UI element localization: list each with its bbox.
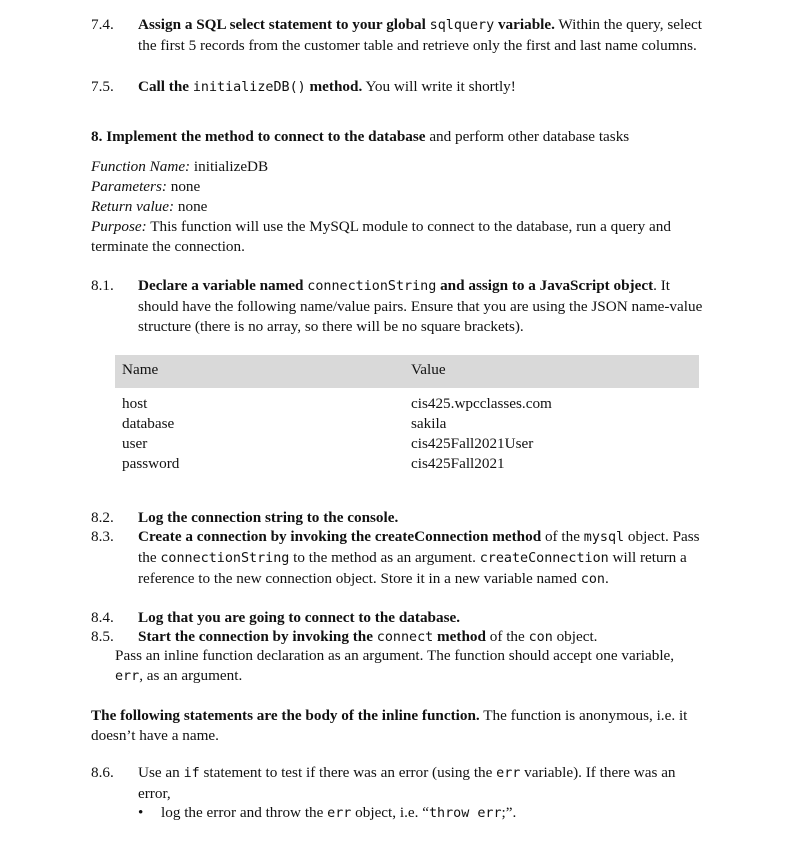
step-bold: Assign a SQL select statement to your global [138,16,430,33]
step-8-1 [91,276,711,337]
step-number: 8.4. [91,609,114,626]
step-bold: variable. [494,16,555,33]
step-rest: . It should have the following name/value pairs. Ensure that you are using the JSON name-value structure (there is no array, so there will be no square brackets). [138,277,703,335]
cell-value: cis425Fall2021User [411,435,534,452]
step-rest: variable). If there was an error, [138,764,676,802]
table-row [115,454,699,474]
step-bold: Create a connection by invoking the createConnection method [138,528,542,545]
step-8-3 [91,527,711,590]
table-row [115,394,699,414]
step-rest: will return a reference to the new connection object. Store it in a new variable named [138,549,687,587]
code-err: err [115,669,140,684]
step-number: 7.5. [91,78,114,95]
step-rest: object. [552,628,598,645]
step-text [138,508,711,528]
step-bold: Log that you are going to connect to the database. [138,609,461,626]
step-number: 8.3. [91,528,114,545]
code-throw-err: throw err [428,806,502,821]
step-rest: Pass an inline function declaration as an argument. The function should accept one variable, [115,647,675,664]
step-text [138,608,711,628]
bullet-icon: • [138,804,144,821]
bullet-rest: ;”. [501,804,517,821]
step-rest: . [604,570,609,587]
code-err: err [327,806,352,821]
heading-rest: and perform other database tasks [425,128,630,145]
header-value: Value [411,361,446,378]
table-row [115,434,699,454]
note-bold: The following statements are the body of the inline function. [91,707,480,724]
step-8-5 [91,627,711,648]
note-rest: The function is anonymous, i.e. it doesn’t have a name. [91,707,688,744]
step-rest: Use an [138,764,184,781]
cell-name: host [122,395,148,412]
step-text [138,77,711,98]
step-text [138,527,711,590]
code-sqlquery: sqlquery [429,18,495,33]
step-rest: statement to test if there was an error (using the [199,764,497,781]
code-err: err [496,766,521,781]
code-con: con [528,630,553,645]
bullet-rest: object, i.e. “ [351,804,429,821]
step-text [138,15,711,56]
step-bold: Call the [138,78,193,95]
code-connectionstring: connectionString [160,551,290,566]
return-value-line [91,197,207,217]
step-rest: of the [541,528,584,545]
step-8-4 [91,608,711,628]
connection-table [115,355,699,474]
meta-label: Function Name: [91,158,191,175]
function-name-line [91,157,268,177]
step-7-4 [91,15,711,56]
step-text [138,627,711,648]
step-8-6-bullet [138,803,708,824]
meta-label: Return value: [91,198,175,215]
inline-function-note [91,706,701,746]
purpose-line [91,217,701,257]
cell-value: cis425Fall2021 [411,455,505,472]
step-rest: , as an argument. [139,667,243,684]
step-number: 7.4. [91,16,114,33]
step-number: 8.2. [91,509,114,526]
parameters-line [91,177,200,197]
code-connect: connect [376,630,434,645]
heading-bold: 8. Implement the method to connect to the database [91,128,426,145]
step-rest: Within the query, select the first 5 records from the customer table and retrieve only the first and last name columns. [138,16,702,54]
step-text [138,276,711,337]
cell-value: sakila [411,415,447,432]
step-bold: Start the connection by invoking the [138,628,377,645]
step-text [138,763,711,804]
step-bold: and assign to a JavaScript [436,277,614,294]
step-number: 8.6. [91,764,114,781]
step-number: 8.5. [91,628,114,645]
code-initializedb: initializeDB() [192,80,306,95]
step-bold: method. [305,78,363,95]
step-rest: of the [485,628,529,645]
header-name: Name [122,361,159,378]
cell-value: cis425.wpcclasses.com [411,395,552,412]
meta-value: This function will use the MySQL module to connect to the database, run a query and terminate the connection. [91,218,671,255]
bullet-text [161,803,708,824]
cell-name: database [122,415,175,432]
step-bold: Log the connection string to the console. [138,509,399,526]
step-rest: You will write it shortly! [362,78,516,95]
code-con: con [580,572,605,587]
code-createconnection: createConnection [479,551,609,566]
step-bold: object [613,277,654,294]
step-8-6 [91,763,711,804]
code-connectionstring: connectionString [307,279,437,294]
table-header [115,355,699,388]
step-number: 8.1. [91,277,114,294]
step-7-5 [91,77,711,98]
step-bold: method [433,628,486,645]
code-if: if [183,766,200,781]
meta-value: initializeDB [190,158,269,175]
meta-value: none [174,198,208,215]
step-8-5-continuation [115,646,705,687]
code-mysql: mysql [583,530,625,545]
bullet-rest: log the error and throw the [161,804,328,821]
step-bold: Declare a variable named [138,277,308,294]
table-row [115,414,699,434]
meta-label: Parameters: [91,178,167,195]
step-rest: object. Pass the [138,528,700,566]
step-rest: to the method as an argument. [289,549,480,566]
section-8-heading [91,127,701,147]
cell-name: user [122,435,148,452]
step-8-2 [91,508,711,528]
meta-value: none [166,178,201,195]
meta-label: Purpose: [91,218,147,235]
cell-name: password [122,455,180,472]
